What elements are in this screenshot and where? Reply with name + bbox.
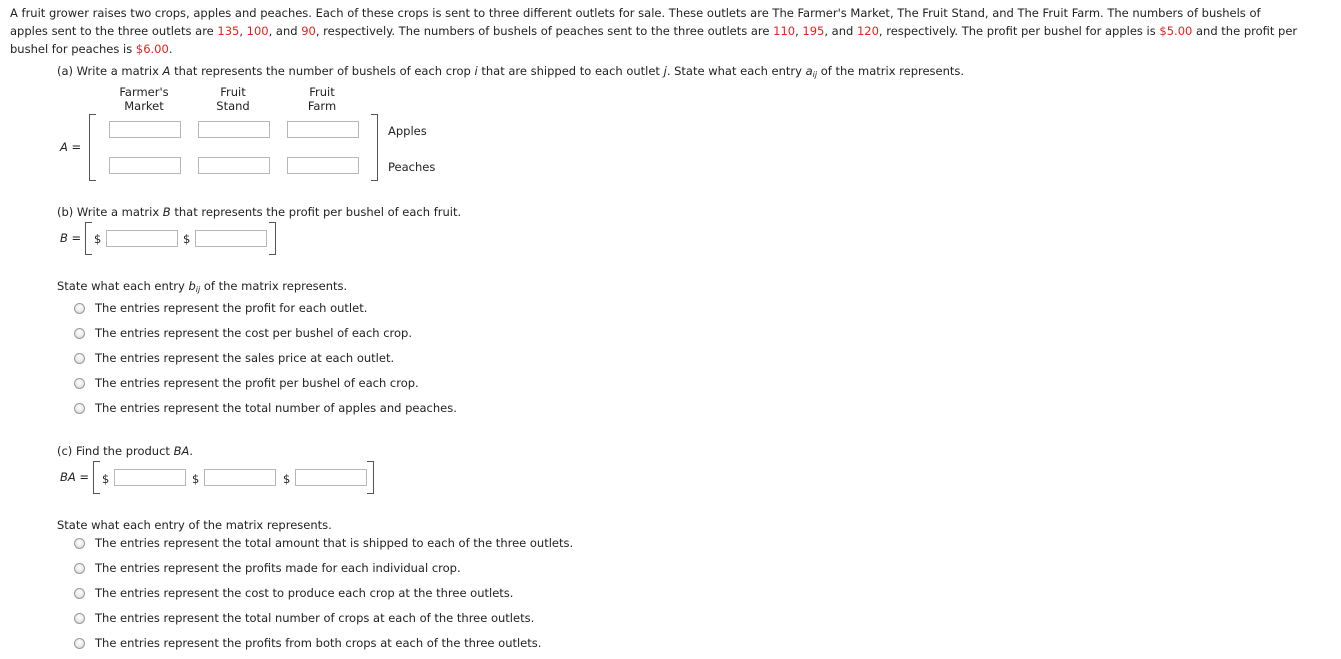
radio-button[interactable] (74, 403, 85, 414)
prompt-text: of the matrix represents. (817, 64, 965, 78)
var-b-matrix: B (162, 205, 171, 219)
radio-button[interactable] (74, 613, 85, 624)
peaches-outlet-1-value: 110 (773, 24, 796, 38)
option-label: The entries represent the total number of crops at each of the three outlets. (95, 611, 535, 625)
matrix-a-right-bracket (371, 114, 378, 181)
var-a-entry: a (805, 64, 813, 78)
part-c-prompt (57, 444, 193, 458)
intro-text: . (168, 42, 173, 56)
radio-button[interactable] (74, 638, 85, 649)
option-label: The entries represent the profits from both crops at each of the three outlets. (95, 636, 542, 650)
col-header-farmers-market (99, 85, 189, 113)
part-b-option-3[interactable] (74, 349, 394, 367)
intro-line-2 (10, 22, 1340, 40)
prompt-text: that represents the profit per bushel of each fruit. (170, 205, 462, 219)
matrix-a-apples-fruit-farm-input[interactable] (287, 121, 359, 138)
matrix-label-text: A = (60, 140, 82, 154)
radio-button[interactable] (74, 563, 85, 574)
intro-text: and the profit per (1192, 24, 1298, 38)
row-label-peaches: Peaches (388, 160, 436, 174)
apples-outlet-2-value: 100 (246, 24, 269, 38)
part-b-option-1[interactable] (74, 299, 367, 317)
prompt-text: of the matrix represents. (200, 279, 348, 293)
matrix-a-apples-fruit-stand-input[interactable] (198, 121, 270, 138)
part-b-state-prompt (57, 279, 347, 294)
part-c-option-2[interactable] (74, 559, 461, 577)
col-header-fruit-stand (188, 85, 278, 113)
part-c-option-5[interactable] (74, 634, 541, 652)
option-label: The entries represent the total amount that is shipped to each of the three outlets. (95, 536, 574, 550)
option-label: The entries represent the profit per bushel of each crop. (95, 376, 419, 390)
matrix-b-left-bracket (85, 222, 92, 255)
radio-button[interactable] (74, 588, 85, 599)
option-label: The entries represent the profit for each outlet. (95, 301, 368, 315)
matrix-ba-label (60, 470, 89, 484)
matrix-a-label (60, 140, 81, 154)
matrix-a-peaches-fruit-farm-input[interactable] (287, 157, 359, 174)
apples-outlet-3-value: 90 (301, 24, 316, 38)
matrix-a-peaches-fruit-stand-input[interactable] (198, 157, 270, 174)
matrix-b-right-bracket (269, 222, 276, 255)
intro-text: , (239, 24, 247, 38)
option-label: The entries represent the cost to produce each crop at the three outlets. (95, 586, 514, 600)
option-label: The entries represent the profits made for each individual crop. (95, 561, 461, 575)
intro-text: , respectively. The numbers of bushels of peaches sent to the three outlets are (315, 24, 774, 38)
prompt-text: (a) Write a matrix (57, 64, 163, 78)
prompt-text: . State what each entry (666, 64, 806, 78)
part-b-option-2[interactable] (74, 324, 412, 342)
col-header-line: Market (124, 99, 164, 113)
intro-text: , and (824, 24, 857, 38)
peach-profit-value: $6.00 (135, 42, 169, 56)
col-header-line: Farm (307, 99, 337, 113)
col-header-line: Farmer's (119, 85, 169, 99)
matrix-label-text: B = (60, 231, 82, 245)
prompt-text: State what each entry (57, 279, 189, 293)
prompt-text: (c) Find the product (57, 444, 174, 458)
var-ij-subscript: ij (812, 70, 818, 79)
peaches-outlet-3-value: 120 (856, 24, 879, 38)
matrix-ba-right-bracket (367, 461, 374, 494)
var-i: i (474, 64, 478, 78)
var-a-matrix: A (162, 64, 171, 78)
option-label: The entries represent the sales price at each outlet. (95, 351, 395, 365)
dollar-sign: $ (94, 232, 102, 246)
matrix-a-apples-farmers-market-input[interactable] (109, 121, 181, 138)
var-b-entry: b (188, 279, 196, 293)
radio-button[interactable] (74, 303, 85, 314)
matrix-b-label (60, 231, 81, 245)
var-j: j (663, 64, 667, 78)
radio-button[interactable] (74, 353, 85, 364)
apple-profit-value: $5.00 (1159, 24, 1193, 38)
col-header-line: Stand (216, 99, 250, 113)
matrix-ba-left-bracket (93, 461, 100, 494)
matrix-b-peaches-profit-input[interactable] (195, 230, 267, 247)
intro-text: , respectively. The profit per bushel for apples is (878, 24, 1160, 38)
part-b-option-4[interactable] (74, 374, 419, 392)
var-ij-subscript: ij (195, 285, 201, 294)
apples-outlet-1-value: 135 (217, 24, 240, 38)
part-c-option-3[interactable] (74, 584, 513, 602)
matrix-ba-fruit-farm-input[interactable] (295, 469, 367, 486)
part-b-option-5[interactable] (74, 399, 457, 417)
var-ba: BA (173, 444, 190, 458)
radio-button[interactable] (74, 538, 85, 549)
row-label-apples: Apples (388, 124, 427, 138)
matrix-a-peaches-farmers-market-input[interactable] (109, 157, 181, 174)
part-c-state-prompt: State what each entry of the matrix represents. (57, 518, 332, 532)
col-header-line: Fruit (220, 85, 246, 99)
dollar-sign: $ (192, 472, 200, 486)
option-label: The entries represent the total number of apples and peaches. (95, 401, 457, 415)
dollar-sign: $ (102, 472, 110, 486)
peaches-outlet-2-value: 195 (802, 24, 825, 38)
part-a-prompt (57, 64, 964, 79)
intro-line-1 (10, 4, 1340, 22)
matrix-ba-farmers-market-input[interactable] (114, 469, 186, 486)
radio-button[interactable] (74, 378, 85, 389)
dollar-sign: $ (283, 472, 291, 486)
matrix-b-apples-profit-input[interactable] (106, 230, 178, 247)
col-header-fruit-farm (277, 85, 367, 113)
problem-statement (10, 4, 1340, 58)
matrix-ba-fruit-stand-input[interactable] (204, 469, 276, 486)
intro-text: , and (268, 24, 302, 38)
dollar-sign: $ (183, 232, 191, 246)
intro-line-3 (10, 40, 1340, 58)
prompt-text: that are shipped to each outlet (477, 64, 664, 78)
part-c-option-1[interactable] (74, 534, 573, 552)
matrix-label-text: BA = (60, 470, 90, 484)
intro-text: apples sent to the three outlets are (10, 24, 218, 38)
prompt-text: (b) Write a matrix (57, 205, 163, 219)
col-header-line: Fruit (309, 85, 335, 99)
prompt-text: . (189, 444, 194, 458)
radio-button[interactable] (74, 328, 85, 339)
part-c-option-4[interactable] (74, 609, 534, 627)
intro-text: bushel for peaches is (10, 42, 136, 56)
option-label: The entries represent the cost per bushel of each crop. (95, 326, 412, 340)
intro-text: , (795, 24, 803, 38)
prompt-text: that represents the number of bushels of each crop (170, 64, 475, 78)
part-b-prompt (57, 205, 461, 219)
intro-text: A fruit grower raises two crops, apples and peaches. Each of these crops is sent to three different outlets for sale. These outlets are The Farmer's Market, The Fruit Stand, and The Fruit Farm. The numbers of bushels of (10, 6, 1261, 20)
matrix-a-left-bracket (89, 114, 96, 181)
